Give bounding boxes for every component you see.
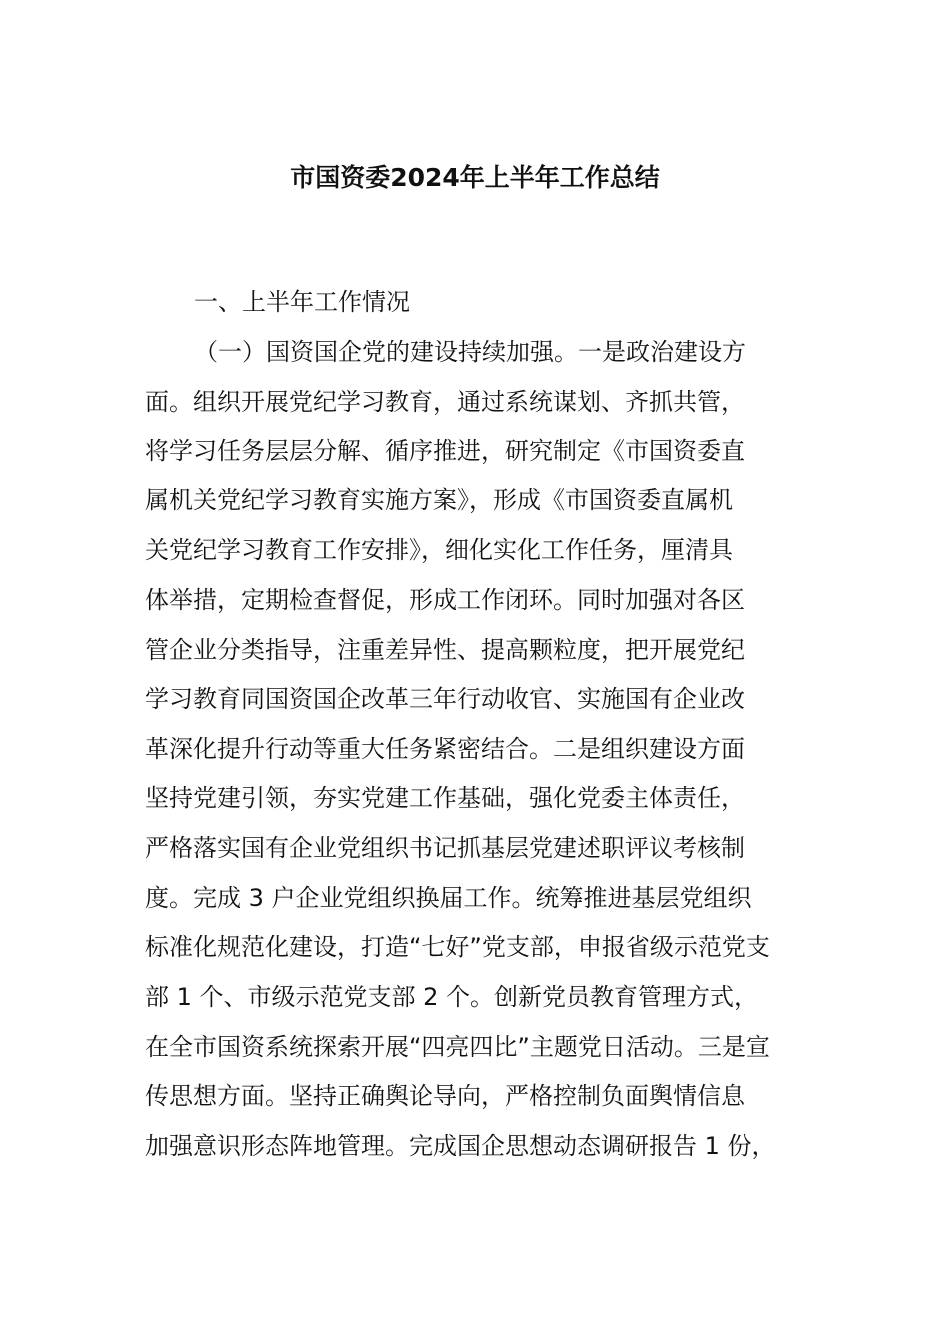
body-line: 部 1 个、市级示范党支部 2 个。创新党员教育管理方式， (145, 983, 759, 1011)
body-line: （一）国资国企党的建设持续加强。一是政治建设方 (194, 338, 746, 366)
document-title: 市国资委2024年上半年工作总结 (290, 163, 660, 192)
body-line: 加强意识形态阵地管理。完成国企思想动态调研报告 1 份， (145, 1132, 776, 1160)
body-line: 面。组织开展党纪学习教育，通过系统谋划、齐抓共管， (145, 388, 745, 416)
body-line: 管企业分类指导，注重差异性、提高颗粒度，把开展党纪 (145, 636, 745, 664)
body-line: 在全市国资系统探索开展“四亮四比”主题党日活动。三是宣 (145, 1033, 770, 1061)
section-heading: 一、上半年工作情况 (194, 288, 410, 316)
body-line: 革深化提升行动等重大任务紧密结合。二是组织建设方面 (145, 735, 745, 763)
body-line: 严格落实国有企业党组织书记抓基层党建述职评议考核制 (145, 834, 745, 862)
body-line: 学习教育同国资国企改革三年行动收官、实施国有企业改 (145, 685, 745, 713)
body-line: 传思想方面。坚持正确舆论导向，严格控制负面舆情信息 (145, 1082, 745, 1110)
body-line: 将学习任务层层分解、循序推进，研究制定《市国资委直 (145, 437, 745, 465)
body-line: 标准化规范化建设，打造“七好”党支部，申报省级示范党支 (145, 933, 770, 961)
body-line: 属机关党纪学习教育实施方案》，形成《市国资委直属机 (145, 486, 733, 514)
body-line: 体举措，定期检查督促，形成工作闭环。同时加强对各区 (145, 586, 745, 614)
body-line: 关党纪学习教育工作安排》，细化实化工作任务，厘清具 (145, 536, 733, 564)
body-line: 度。完成 3 户企业党组织换届工作。统筹推进基层党组织 (145, 884, 752, 912)
body-line: 坚持党建引领，夯实党建工作基础，强化党委主体责任， (145, 784, 745, 812)
